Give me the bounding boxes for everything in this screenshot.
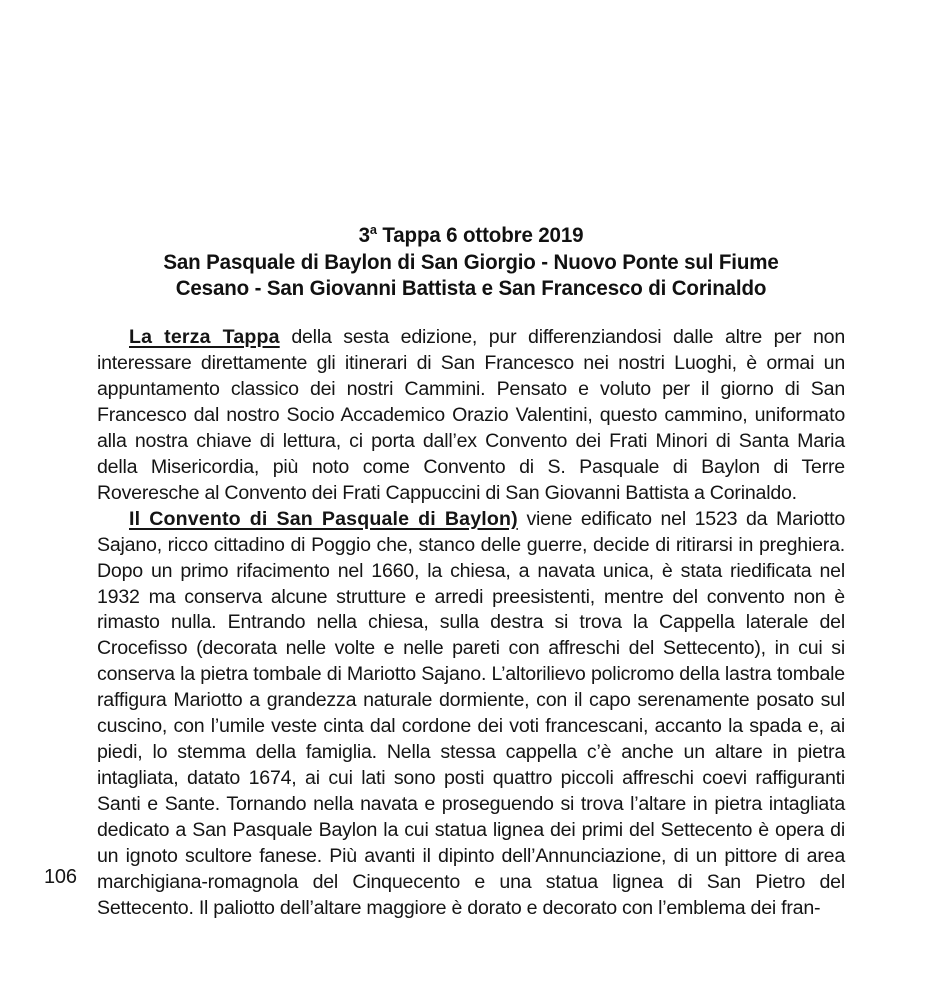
ordinal-indicator-icon: a [369,221,377,237]
paragraph-1-text: della sesta edizione, pur differenziandosi dalle altre per non interessare direttamente gli itinerari di San Francesco nei nostri Luoghi, è ormai un appuntamento classico dei nostri Cammini. Pensato e voluto per il giorno di San Francesco dal nostro Socio Accademico Orazio Valentini, questo cammino, uniformato alla nostra chiave di lettura, ci porta dall’ex Convento dei Frati Minori di Santa Maria della Misericordia, più noto come Convento di S. Pasquale di Baylon di Terre Roveresche al Convento dei Frati Cappuccini di San Giovanni Battista a Corinaldo. [97,326,845,504]
title-line-1-text: Tappa 6 ottobre 2019 [376,223,584,247]
paragraph-1-lead-in: La terza Tappa [129,326,280,348]
paragraph-2-text: viene edificato nel 1523 da Mariotto Sajano, ricco cittadino di Poggio che, stanco delle guerre, decide di ritirarsi in preghiera. Dopo un primo rifacimento nel 1660, la chiesa, a navata unica, è stata riedificata nel 1932 ma conserva alcune strutture e arredi preesistenti, mentre del convento non è rimasto nulla. Entrando nella chiesa, sulla destra si trova la Cappella laterale del Crocefisso (decorata nelle volte e nelle pareti con affreschi del Settecento), in cui si conserva la pietra tombale di Mariotto Sajano. L’altorilievo policromo della lastra tombale raffigura Mariotto a grandezza naturale dormiente, con il capo serenamente posato sul cuscino, con l’umile veste cinta dal cordone dei voti francescani, accanto la spada e, ai piedi, lo stemma della famiglia. Nella stessa cappella c’è anche un altare in pietra intagliata, datato 1674, ai cui lati sono posti quattro piccoli affreschi coevi raffiguranti Santi e Sante. Tornando nella navata e proseguendo si trova l’altare in pietra intagliata dedicato a San Pasquale Baylon la cui statua lignea dei primi del Settecento è opera di un ignoto scultore fanese. Più avanti il dipinto dell’Annunciazione, di un pittore di area marchigiana-romagnola del Cinquecento e una statua lignea di San Pietro del Settecento. Il paliotto dell’altare maggiore è dorato e decorato con l’emblema dei fran- [97,507,845,919]
page-number: 106 [44,866,77,888]
page-title-line-3: Cesano - San Giovanni Battista e San Francesco di Corinaldo [175,276,767,300]
page-title-block [97,222,845,302]
paragraph-2-lead-in: Il Convento di San Pasquale di Baylon) [129,507,518,530]
title-line-1-number: 3 [358,223,370,247]
paragraph-1 [97,325,845,507]
page-title-line-1 [114,222,828,249]
body-text-block [97,325,845,922]
page-title-line-2: San Pasquale di Baylon di San Giorgio - Nuovo Ponte sul Fiume [163,249,779,274]
paragraph-2 [97,507,845,922]
